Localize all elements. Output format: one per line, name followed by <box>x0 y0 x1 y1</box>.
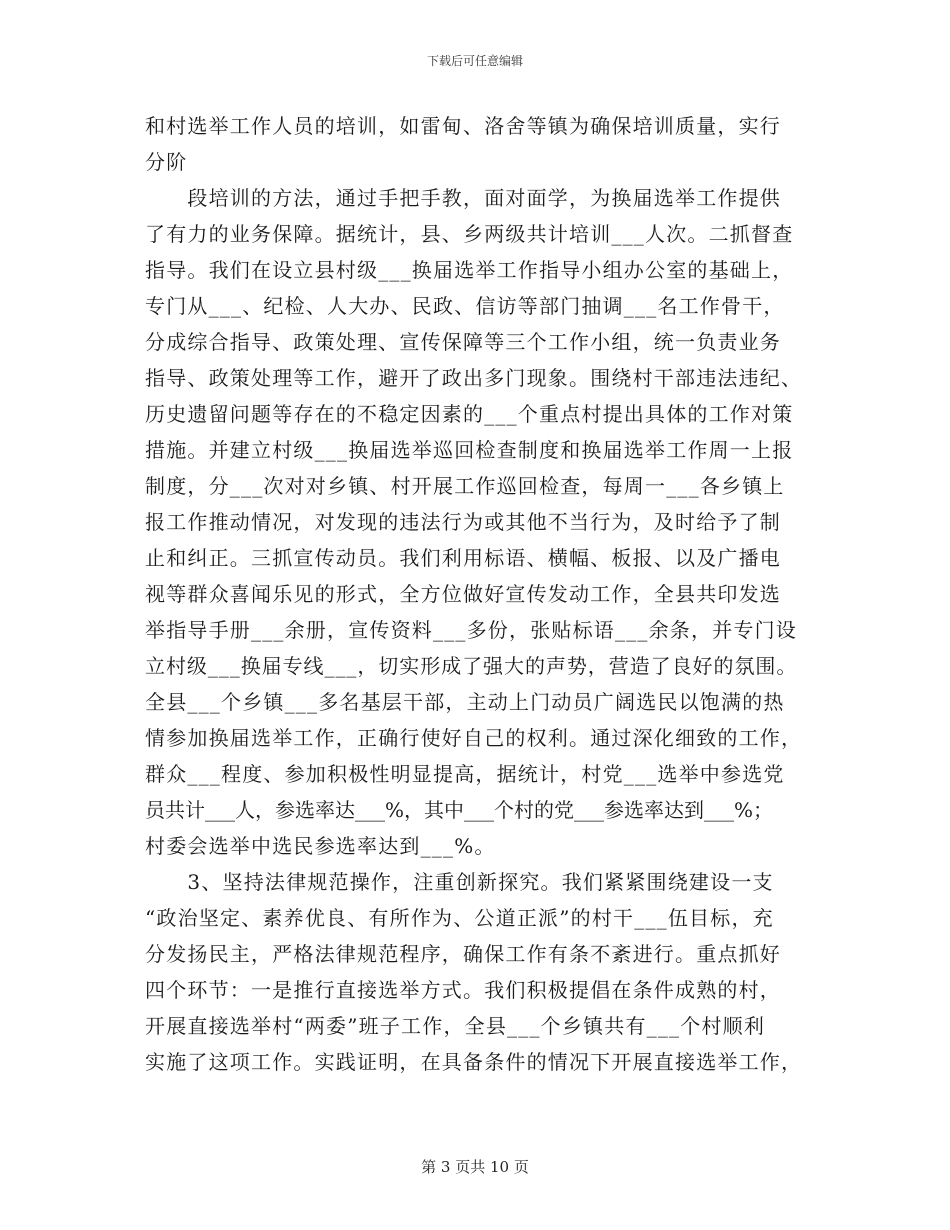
text-line: 制度，分___次对对乡镇、村开展工作巡回检查，每周一___各乡镇上 <box>145 474 785 498</box>
text-line: 实施了这项工作。实践证明，在具备条件的情况下开展直接选举工作， <box>145 1050 803 1074</box>
text-line: 3、坚持法律规范操作，注重创新探究。我们紧紧围绕建设一支 <box>145 870 774 894</box>
text-line: 四个环节：一是推行直接选举方式。我们积极提倡在条件成熟的村， <box>145 978 781 1002</box>
text-line: 和村选举工作人员的培训，如雷甸、洛舍等镇为确保培训质量，实行 <box>145 114 781 138</box>
text-line: 分阶 <box>145 150 188 174</box>
text-line: 全县___个乡镇___多名基层干部，主动上门动员广阔选民以饱满的热 <box>145 690 785 714</box>
text-line: 情参加换届选举工作，正确行使好自己的权利。通过深化细致的工作， <box>145 726 803 750</box>
text-line: 立村级___换届专线___，切实形成了强大的声势，营造了良好的氛围。 <box>145 654 798 678</box>
text-line: 指导。我们在设立县村级___换届选举工作指导小组办公室的基础上， <box>145 258 794 282</box>
text-line: 村委会选举中选民参选率达到___%。 <box>145 834 496 858</box>
document-body <box>145 108 805 1080</box>
text-line: 开展直接选举村“两委”班子工作，全县___个乡镇共有___个村顺利 <box>145 1014 766 1038</box>
text-line: 专门从___、纪检、人大办、民政、信访等部门抽调___名工作骨干， <box>145 294 785 318</box>
text-line: 历史遗留问题等存在的不稳定因素的___个重点村提出具体的工作对策 <box>145 402 794 426</box>
page-header: 下载后可任意编辑 <box>426 54 523 68</box>
text-line: 分成综合指导、政策处理、宣传保障等三个工作小组，统一负责业务 <box>145 330 781 354</box>
text-line: 分发扬民主，严格法律规范程序，确保工作有条不紊进行。重点抓好 <box>145 942 781 966</box>
text-line: 员共计___人，参选率达___%，其中___个村的党___参选率达到___%； <box>145 798 774 822</box>
text-line: 指导、政策处理等工作，避开了政出多门现象。围绕村干部违法违纪、 <box>145 366 803 390</box>
text-line: 止和纠正。三抓宣传动员。我们利用标语、横幅、板报、以及广播电 <box>145 546 781 570</box>
text-line: 措施。并建立村级___换届选举巡回检查制度和换届选举工作周一上报 <box>145 438 794 462</box>
text-line: 报工作推动情况，对发现的违法行为或其他不当行为，及时给予了制 <box>145 510 781 534</box>
page-number: 第 3 页共 10 页 <box>421 1158 529 1176</box>
text-line: 段培训的方法，通过手把手教，面对面学，为换届选举工作提供 <box>145 186 781 210</box>
text-line: 群众___程度、参加积极性明显提高，据统计，村党___选举中参选党 <box>145 762 785 786</box>
text-line: 举指导手册___余册，宣传资料___多份，张贴标语___余条，并专门设 <box>145 618 797 642</box>
text-line: “政治坚定、素养优良、有所作为、公道正派”的村干___伍目标，充 <box>145 906 774 930</box>
text-line: 了有力的业务保障。据统计，县、乡两级共计培训___人次。二抓督查 <box>145 222 794 246</box>
text-line: 视等群众喜闻乐见的形式，全方位做好宣传发动工作，全县共印发选 <box>145 582 781 606</box>
